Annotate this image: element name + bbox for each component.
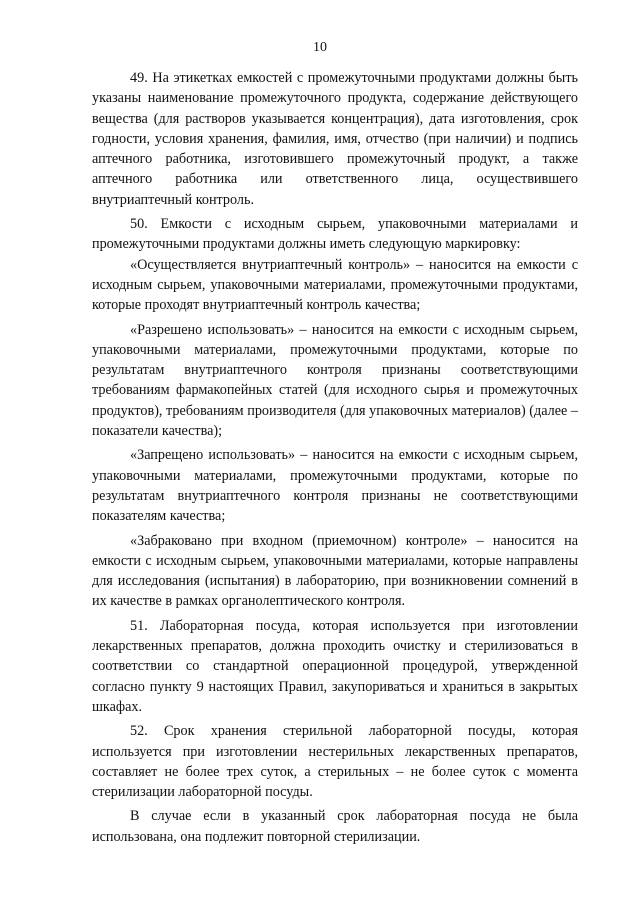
page-number: 10 bbox=[313, 40, 327, 55]
document-body bbox=[92, 68, 578, 847]
paragraph-50: 50. Емкости с исходным сырьем, упаковочными материалами и промежуточными продуктами должны иметь следующую маркировку: bbox=[92, 216, 578, 253]
paragraph-49: 49. На этикетках емкостей с промежуточными продуктами должны быть указаны наименование промежуточного продукта, содержание действующего вещества (для растворов указывается концентрация), дата изготовления, срок годности, условия хранения, фамилия, имя, отчество (при наличии) и подпись аптечного работника, изготовившего промежуточный продукт, а также аптечного работника или ответственного лица, осуществившего внутриаптечный контроль. bbox=[92, 70, 578, 208]
label-allowed-to-use: «Разрешено использовать» – наносится на емкости с исходным сырьем, упаковочными материалами, промежуточными продуктами, которые по результатам внутриаптечного контроля признаны соответствующими требованиям фармакопейных статей (для исходного сырья и промежуточных продуктов), требованиям производителя (для упаковочных материалов) (далее – показатели качества); bbox=[92, 321, 578, 440]
label-prohibited-to-use: «Запрещено использовать» – наносится на емкости с исходным сырьем, упаковочными материалами, промежуточными продуктами, которые по результатам внутриаптечного контроля признаны не соответствующими показателям качества; bbox=[92, 447, 578, 525]
label-inspection-in-progress: «Осуществляется внутриаптечный контроль» – наносится на емкости с исходным сырьем, упаковочными материалами, промежуточными продуктами, которые проходят внутриаптечный контроль качества; bbox=[92, 256, 578, 314]
paragraph-52: 52. Срок хранения стерильной лабораторной посуды, которая используется при изготовлении нестерильных лекарственных препаратов, составляет не более трех суток, а стерильных – не более суток с момента стерилизации лабораторной посуды. bbox=[92, 723, 578, 801]
paragraph-51: 51. Лабораторная посуда, которая используется при изготовлении лекарственных препаратов, должна проходить очистку и стерилизоваться в соответствии со стандартной операционной процедурой, утвержденной согласно пункту 9 настоящих Правил, закупориваться и храниться в закрытых шкафах. bbox=[92, 617, 578, 715]
label-rejected-at-intake: «Забраковано при входном (приемочном) контроле» – наносится на емкости с исходным сырьем, упаковочными материалами, которые направлены для исследования (испытания) в лабораторию, при возникновении сомнений в их качестве в рамках органолептического контроля. bbox=[92, 532, 578, 610]
paragraph-resterilization: В случае если в указанный срок лабораторная посуда не была использована, она подлежит повторной стерилизации. bbox=[92, 808, 578, 845]
